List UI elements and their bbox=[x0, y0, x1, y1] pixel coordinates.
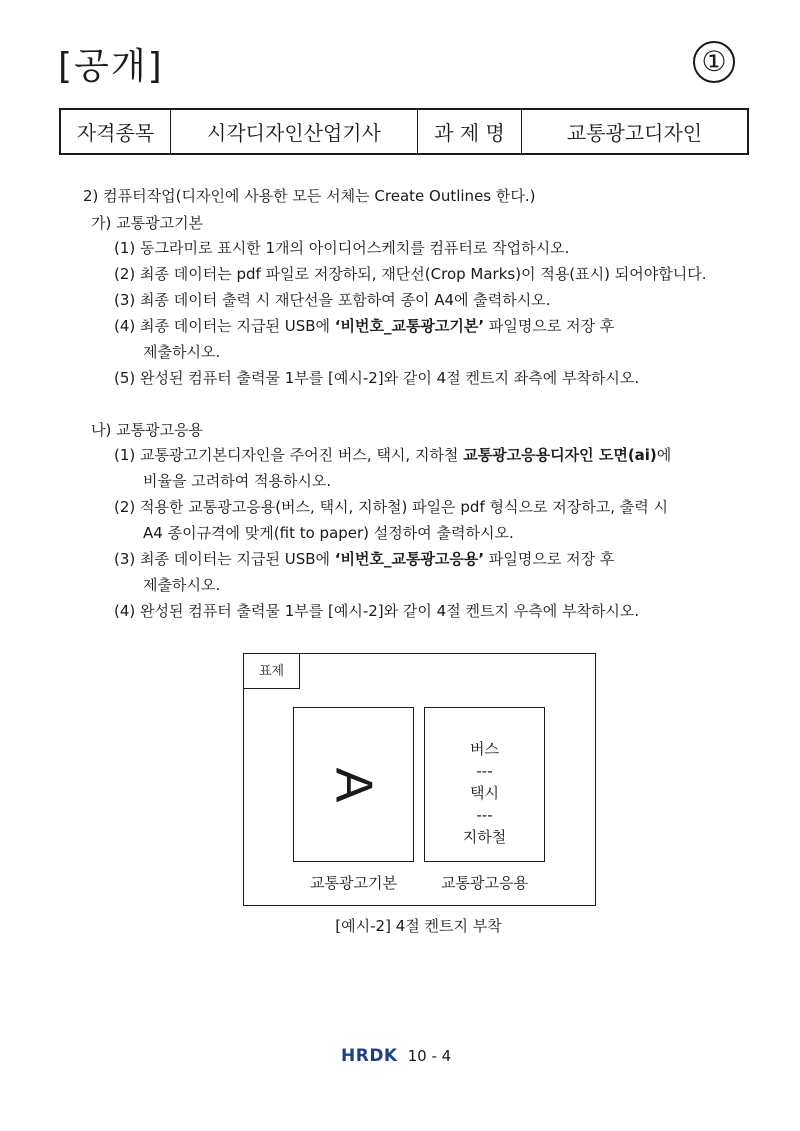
a-item-2: (2) 최종 데이터는 pdf 파일로 저장하되, 재단선(Crop Marks)이 적용(표시) 되어야합니다. bbox=[114, 265, 707, 283]
a-item-3: (3) 최종 데이터 출력 시 재단선을 포함하여 종이 A4에 출력하시오. bbox=[114, 291, 551, 309]
b-item-4: (4) 완성된 컴퓨터 출력물 1부를 [예시-2]와 같이 4절 켄트지 우측에 부착하시오. bbox=[114, 602, 640, 620]
subsection-b-title: 나) 교통광고응용 bbox=[91, 421, 204, 439]
rotated-letter-a: A bbox=[324, 767, 383, 802]
b-item-3-post: 파일명으로 저장 후 bbox=[484, 550, 615, 568]
panel-line-sep-1: --- bbox=[476, 762, 493, 780]
hrdk-logo: HRDK bbox=[341, 1046, 398, 1066]
a-item-1: (1) 동그라미로 표시한 1개의 아이디어스케치를 컴퓨터로 작업하시오. bbox=[114, 239, 570, 257]
qualification-label: 자격종목 bbox=[60, 109, 171, 154]
b-item-1-cont: 비율을 고려하여 적용하시오. bbox=[143, 472, 332, 490]
page-marker: ① bbox=[693, 41, 735, 83]
section-title: 2) 컴퓨터작업(디자인에 사용한 모든 서체는 Create Outlines 한다.) bbox=[83, 187, 536, 205]
exam-info-table bbox=[59, 108, 749, 155]
a-item-4-pre: (4) 최종 데이터는 지급된 USB에 bbox=[114, 317, 335, 335]
figure-title-tag: 표제 bbox=[243, 653, 300, 689]
page-footer bbox=[341, 1046, 451, 1066]
a-item-4-filename: ‘비번호_교통광고기본’ bbox=[334, 317, 485, 335]
right-panel-caption: 교통광고응용 bbox=[441, 874, 528, 892]
a-item-4 bbox=[114, 316, 614, 336]
qualification-value: 시각디자인산업기사 bbox=[171, 109, 418, 154]
b-item-1-post: 에 bbox=[656, 446, 672, 464]
b-item-1-pre: (1) 교통광고기본디자인을 주어진 버스, 택시, 지하철 bbox=[114, 446, 464, 464]
b-item-1-bold: 교통광고응용디자인 도면(ai) bbox=[463, 446, 657, 464]
b-item-3 bbox=[114, 549, 614, 569]
visibility-status: [공개] bbox=[58, 46, 164, 87]
left-panel-caption: 교통광고기본 bbox=[310, 874, 397, 892]
panel-line-sep-2: --- bbox=[476, 806, 493, 824]
a-item-5: (5) 완성된 컴퓨터 출력물 1부를 [예시-2]와 같이 4절 켄트지 좌측에 부착하시오. bbox=[114, 369, 640, 387]
panel-line-taxi: 택시 bbox=[470, 784, 499, 802]
b-item-2: (2) 적용한 교통광고응용(버스, 택시, 지하철) 파일은 pdf 형식으로 저장하고, 출력 시 bbox=[114, 498, 668, 516]
b-item-1 bbox=[114, 445, 671, 465]
panel-line-bus: 버스 bbox=[470, 740, 499, 758]
left-panel-basic bbox=[293, 707, 414, 862]
task-value: 교통광고디자인 bbox=[522, 109, 749, 154]
page-number: 10 - 4 bbox=[407, 1047, 452, 1065]
b-item-2-cont: A4 종이규격에 맞게(fit to paper) 설정하여 출력하시오. bbox=[143, 524, 514, 542]
panel-line-subway: 지하철 bbox=[462, 828, 507, 846]
b-item-3-filename: ‘비번호_교통광고응용’ bbox=[334, 550, 485, 568]
right-panel-applied bbox=[424, 707, 545, 862]
figure-caption: [예시-2] 4절 켄트지 부착 bbox=[335, 917, 502, 935]
b-item-3-pre: (3) 최종 데이터는 지급된 USB에 bbox=[114, 550, 335, 568]
b-item-3-cont: 제출하시오. bbox=[143, 576, 221, 594]
task-label: 과 제 명 bbox=[418, 109, 522, 154]
subsection-a-title: 가) 교통광고기본 bbox=[91, 214, 204, 232]
a-item-4-cont: 제출하시오. bbox=[143, 343, 221, 361]
a-item-4-post: 파일명으로 저장 후 bbox=[484, 317, 615, 335]
